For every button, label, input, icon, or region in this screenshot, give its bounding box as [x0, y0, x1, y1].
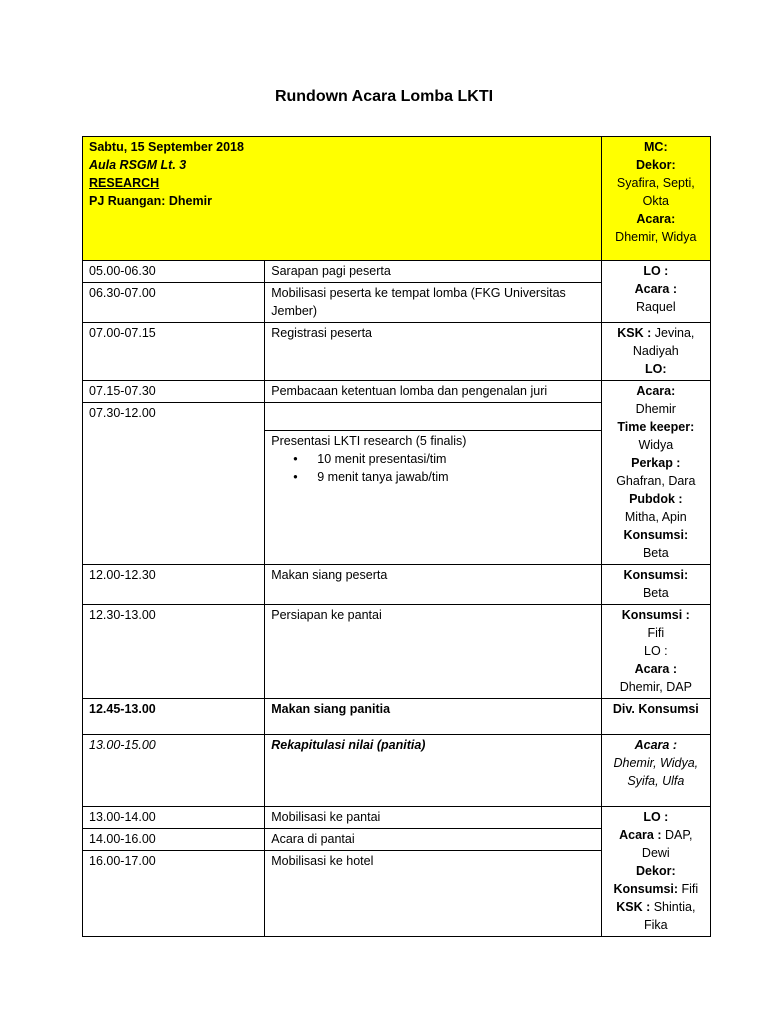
- activity-cell: [265, 431, 601, 565]
- pic-cell: [601, 261, 710, 323]
- pic-names: Mitha, Apin: [624, 510, 687, 524]
- pic-label: Konsumsi :: [621, 608, 690, 622]
- pic-cell: [601, 807, 710, 937]
- pic-cell: [601, 605, 710, 699]
- pic-acara-names: Dhemir, Widya: [615, 230, 697, 244]
- pic-label: Dekor:: [636, 864, 676, 878]
- event-venue: Aula RSGM Lt. 3: [89, 158, 187, 172]
- time-cell: 06.30-07.00: [83, 283, 265, 323]
- table-row: [83, 381, 711, 403]
- pic-names: Dhemir, DAP: [619, 680, 692, 694]
- activity-cell: Registrasi peserta: [265, 323, 601, 381]
- header-row: [83, 137, 711, 261]
- pic-label: Perkap :: [631, 456, 681, 470]
- activity-text: Presentasi LKTI research (5 finalis): [271, 434, 467, 448]
- pic-names: Shintia, Fika: [644, 900, 696, 932]
- pic-names: Dhemir, Widya, Syifa, Ulfa: [613, 756, 699, 788]
- pic-names: Raquel: [636, 300, 676, 314]
- rundown-table: [82, 136, 711, 937]
- table-row: [83, 565, 711, 605]
- event-category: RESEARCH: [89, 176, 160, 190]
- pic-cell: Div. Konsumsi: [601, 699, 710, 735]
- time-cell: 07.30-12.00: [83, 403, 265, 565]
- table-row: [83, 699, 711, 735]
- time-cell: 05.00-06.30: [83, 261, 265, 283]
- pic-names: Jevina, Nadiyah: [632, 326, 695, 358]
- activity-cell: Acara di pantai: [265, 829, 601, 851]
- table-row: [83, 807, 711, 829]
- pic-label: Acara :: [634, 282, 678, 296]
- time-cell: 12.45-13.00: [83, 699, 265, 735]
- pic-cell: [601, 323, 710, 381]
- pic-names: Dhemir: [635, 402, 676, 416]
- pic-label: Konsumsi:: [623, 528, 689, 542]
- pic-dekor-names: Syafira, Septi, Okta: [616, 176, 695, 208]
- time-cell: 12.30-13.00: [83, 605, 265, 699]
- header-pic-cell: [601, 137, 710, 261]
- activity-cell: Persiapan ke pantai: [265, 605, 601, 699]
- page-title: Rundown Acara Lomba LKTI: [274, 88, 494, 105]
- pic-label: Konsumsi:: [623, 568, 689, 582]
- pic-label: Acara :: [619, 828, 662, 842]
- activity-cell: Rekapitulasi nilai (panitia): [265, 735, 601, 807]
- time-cell: 13.00-14.00: [83, 807, 265, 829]
- bullet-list: [271, 450, 594, 486]
- pic-names: Beta: [642, 546, 669, 560]
- time-cell: 16.00-17.00: [83, 851, 265, 937]
- pic-label: LO:: [645, 362, 667, 376]
- pic-dekor-label: Dekor:: [636, 158, 676, 172]
- pic-acara-label: Acara:: [636, 212, 676, 226]
- time-cell: 13.00-15.00: [83, 735, 265, 807]
- pic-label: Acara :: [634, 738, 678, 752]
- pic-label: Pubdok :: [629, 492, 683, 506]
- pic-label: LO :: [643, 264, 669, 278]
- activity-cell: Mobilisasi ke pantai: [265, 807, 601, 829]
- time-cell: 14.00-16.00: [83, 829, 265, 851]
- pic-cell: [601, 381, 710, 565]
- activity-cell: Mobilisasi ke hotel: [265, 851, 601, 937]
- list-item: • 9 menit tanya jawab/tim: [311, 468, 594, 486]
- pic-names: Ghafran, Dara: [616, 474, 696, 488]
- activity-cell: Mobilisasi peserta ke tempat lomba (FKG Universitas Jember): [265, 283, 601, 323]
- pic-names: Beta: [642, 586, 669, 600]
- time-cell: 12.00-12.30: [83, 565, 265, 605]
- pic-label: Konsumsi:: [613, 882, 679, 896]
- pic-names: Fifi: [647, 626, 665, 640]
- activity-cell: Pembacaan ketentuan lomba dan pengenalan juri: [265, 381, 601, 403]
- pic-label: KSK :: [617, 326, 652, 340]
- table-row: [83, 735, 711, 807]
- pic-mc-label: MC:: [644, 140, 668, 154]
- activity-cell: Sarapan pagi peserta: [265, 261, 601, 283]
- pic-names: DAP, Dewi: [641, 828, 693, 860]
- event-info-cell: [83, 137, 602, 261]
- pic-label: Acara:: [636, 384, 676, 398]
- pic-label: Acara :: [634, 662, 678, 676]
- table-row: [83, 605, 711, 699]
- table-row: [83, 261, 711, 283]
- pic-label: KSK :: [616, 900, 651, 914]
- time-cell: 07.15-07.30: [83, 381, 265, 403]
- time-cell: 07.00-07.15: [83, 323, 265, 381]
- pic-cell: [601, 735, 710, 807]
- activity-cell: Makan siang panitia: [265, 699, 601, 735]
- list-item: • 10 menit presentasi/tim: [311, 450, 594, 468]
- pic-label: LO :: [644, 644, 668, 658]
- pic-cell: [601, 565, 710, 605]
- activity-cell: [265, 403, 601, 431]
- pic-names: Widya: [638, 438, 674, 452]
- pic-names: Fifi: [681, 882, 699, 896]
- table-row: [83, 323, 711, 381]
- pic-label: LO :: [643, 810, 669, 824]
- event-pj-ruangan: PJ Ruangan: Dhemir: [89, 194, 212, 208]
- pic-label: Time keeper:: [617, 420, 695, 434]
- event-date: Sabtu, 15 September 2018: [89, 140, 244, 154]
- activity-cell: Makan siang peserta: [265, 565, 601, 605]
